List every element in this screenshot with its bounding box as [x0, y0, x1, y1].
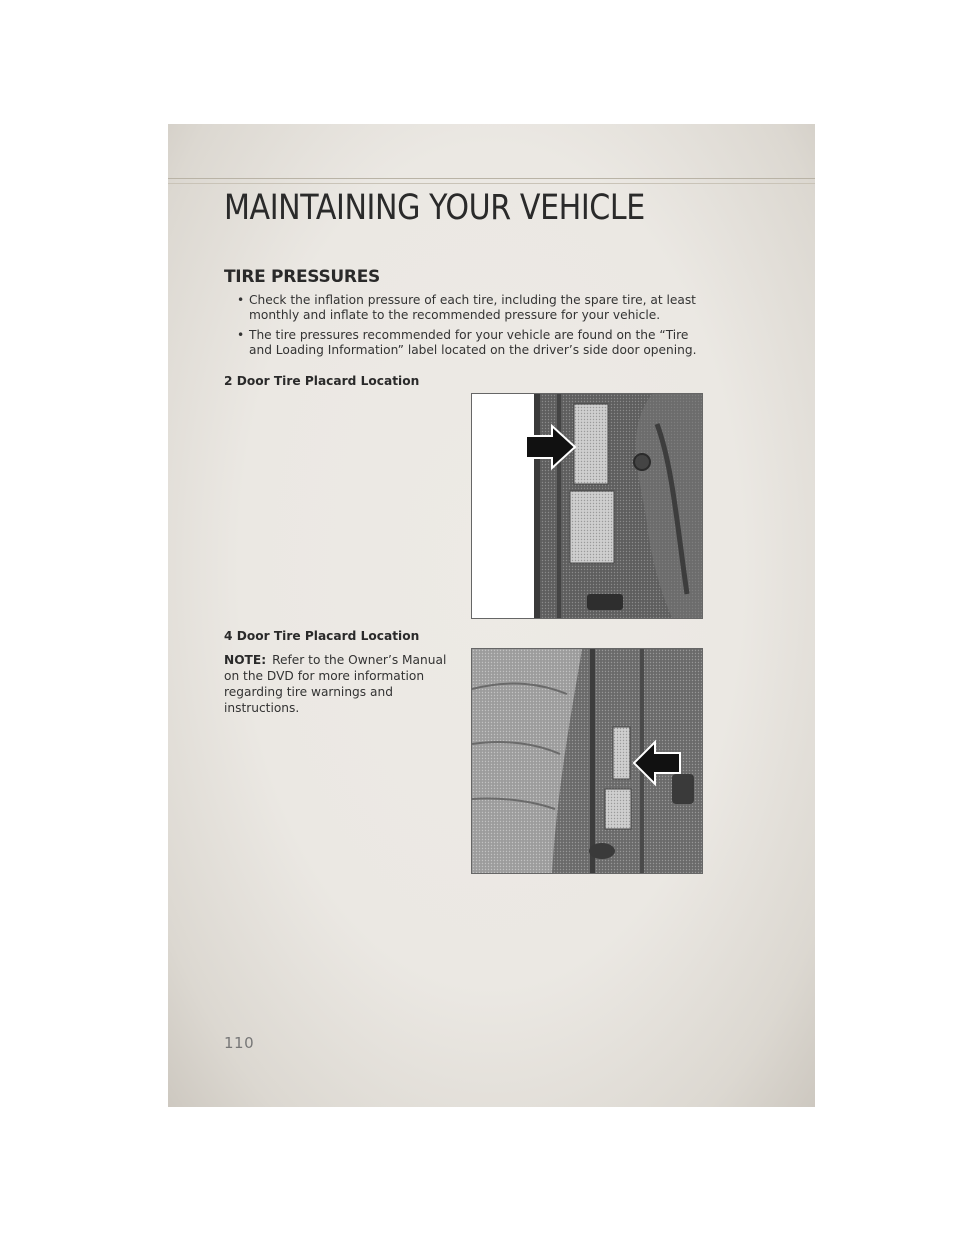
bullet-text: The tire pressures recommended for your vehicle are found on the “Tire and Loading Information” label located on the driver’s side door opening.: [249, 328, 697, 357]
chapter-title: MAINTAINING YOUR VEHICLE: [224, 188, 645, 228]
bullet-list: [224, 293, 704, 363]
figure-caption-4-door: 4 Door Tire Placard Location: [224, 629, 420, 643]
figure-4-door-placard: [471, 648, 703, 874]
bullet-item: [224, 293, 704, 323]
photo-4-door-jamb: [472, 649, 702, 873]
page-number: 110: [224, 1034, 255, 1052]
note-body: Refer to the Owner’s Manual on the DVD for more information regarding tire warnings and instructions.: [224, 653, 447, 715]
bullet-item: [224, 328, 704, 358]
header-rule-secondary: [168, 183, 815, 184]
manual-page: [168, 124, 815, 1107]
bullet-glyph: •: [237, 328, 245, 342]
section-heading: TIRE PRESSURES: [224, 267, 380, 287]
figure-2-door-placard: [471, 393, 703, 619]
bullet-glyph: •: [237, 293, 245, 307]
note-label: NOTE:: [224, 653, 267, 667]
header-rule: [168, 178, 815, 179]
photo-2-door-jamb: [472, 394, 702, 618]
bullet-text: Check the inflation pressure of each tire, including the spare tire, at least monthly and inflate to the recommended pressure for your vehicle.: [249, 293, 696, 322]
note-text: [224, 652, 456, 716]
figure-caption-2-door: 2 Door Tire Placard Location: [224, 374, 420, 388]
